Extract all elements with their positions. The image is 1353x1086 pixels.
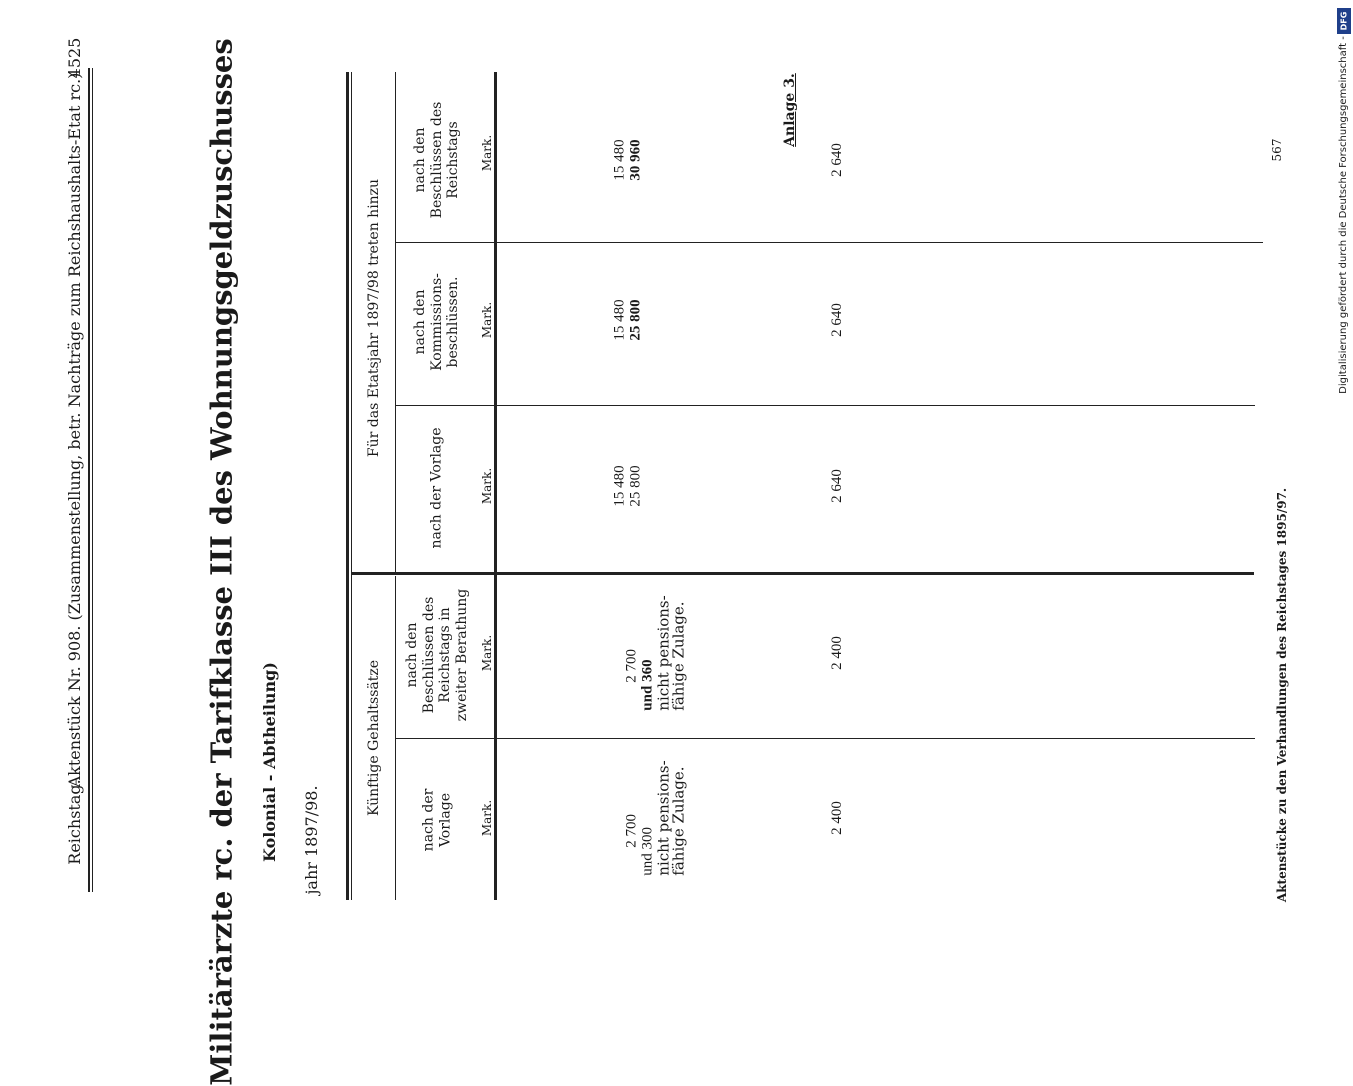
group-header-left: Künftige Gehaltssätze (366, 659, 382, 817)
header-bottom-rule (494, 72, 497, 900)
group-header-right: Für das Etatsjahr 1897/98 treten hinzu (366, 178, 382, 458)
annex-label: Anlage 3. (782, 73, 798, 147)
head-rule (88, 68, 90, 892)
unit-label-1: Mark. (480, 799, 494, 837)
column-header-2: nach den Beschlüssen des Reichstags in zweiter Berathung (403, 588, 470, 722)
digitization-credit: Digitalisierung gefördert durch die Deutsche Forschungsgemeinschaft - (1338, 36, 1349, 394)
unit-label-5: Mark. (480, 134, 494, 172)
row2-col3: 2 640 (829, 469, 846, 503)
row1-col2-line2: und 360 (639, 659, 656, 711)
col-divider-2 (395, 405, 1255, 406)
row1-col3-line2: 25 800 (627, 465, 643, 507)
row1-col2-line4: fähige Zulage. (669, 601, 688, 711)
row1-col4-line2: 25 800 (627, 299, 643, 341)
row1-col1-cell (625, 760, 688, 875)
dfg-logo (1337, 8, 1351, 34)
row1-col2-cell (625, 595, 688, 710)
year-line: jahr 1897/98. (302, 785, 321, 895)
row1-col4-cell (612, 299, 644, 340)
row1-col3-cell (612, 465, 644, 506)
row1-col5-line2: 30 960 (627, 139, 643, 181)
page-title: Militärärzte rc. der Tarifklasse III des Wohnungsgeldzuschusses (204, 38, 239, 1086)
row1-col2-line1: 2 700 (623, 648, 640, 683)
group-divider (351, 572, 1254, 575)
row1-col5-line1: 15 480 (611, 139, 628, 181)
head-rule-2 (92, 68, 93, 892)
row1-col3-line1: 15 480 (611, 465, 628, 507)
row1-col2-line3: nicht pensions- (654, 595, 672, 711)
col-divider-3 (395, 242, 1263, 243)
row2-col2: 2 400 (829, 636, 846, 670)
column-header-4: nach den Kommissions-beschlüssen. (412, 273, 462, 371)
row2-col1: 2 400 (829, 801, 846, 835)
unit-label-3: Mark. (480, 467, 494, 505)
column-header-5: nach den Beschlüssen des Reichstags (412, 101, 462, 219)
table-top-rule-2 (351, 72, 352, 900)
row1-col1-line2: und 300 (639, 826, 656, 876)
footer-left: Aktenstücke zu den Verhandlungen des Reichstages 1895/97. (1275, 487, 1289, 903)
column-header-3: nach der Vorlage (428, 427, 445, 549)
page-subtitle: Kolonial - Abtheilung) (260, 662, 279, 862)
unit-label-2: Mark. (480, 634, 494, 672)
row1-col1-line3: nicht pensions- (654, 760, 672, 876)
row1-col1-line4: fähige Zulage. (669, 766, 688, 876)
row2-col4: 2 640 (829, 303, 846, 337)
unit-label-4: Mark. (480, 301, 494, 339)
row1-col4-line1: 15 480 (611, 299, 628, 341)
row2-col5: 2 640 (829, 143, 846, 177)
group-right-rule (395, 72, 396, 572)
col-divider-1 (395, 738, 1255, 739)
page-number: 4525 (65, 37, 84, 79)
footer-page: 567 (1270, 138, 1284, 162)
table-top-rule (346, 72, 349, 900)
column-header-1: nach der Vorlage (420, 788, 453, 852)
row1-col5-cell (612, 139, 644, 180)
running-head-center: Aktenstück Nr. 908. (Zusammenstellung, betr. Nachträge zum Reichshaushalts-Etat rc.) (65, 72, 84, 788)
row1-col1-line1: 2 700 (623, 813, 640, 848)
dfg-logo-text: DFG (1339, 11, 1349, 31)
running-head-left: Reichstag. (65, 779, 84, 865)
